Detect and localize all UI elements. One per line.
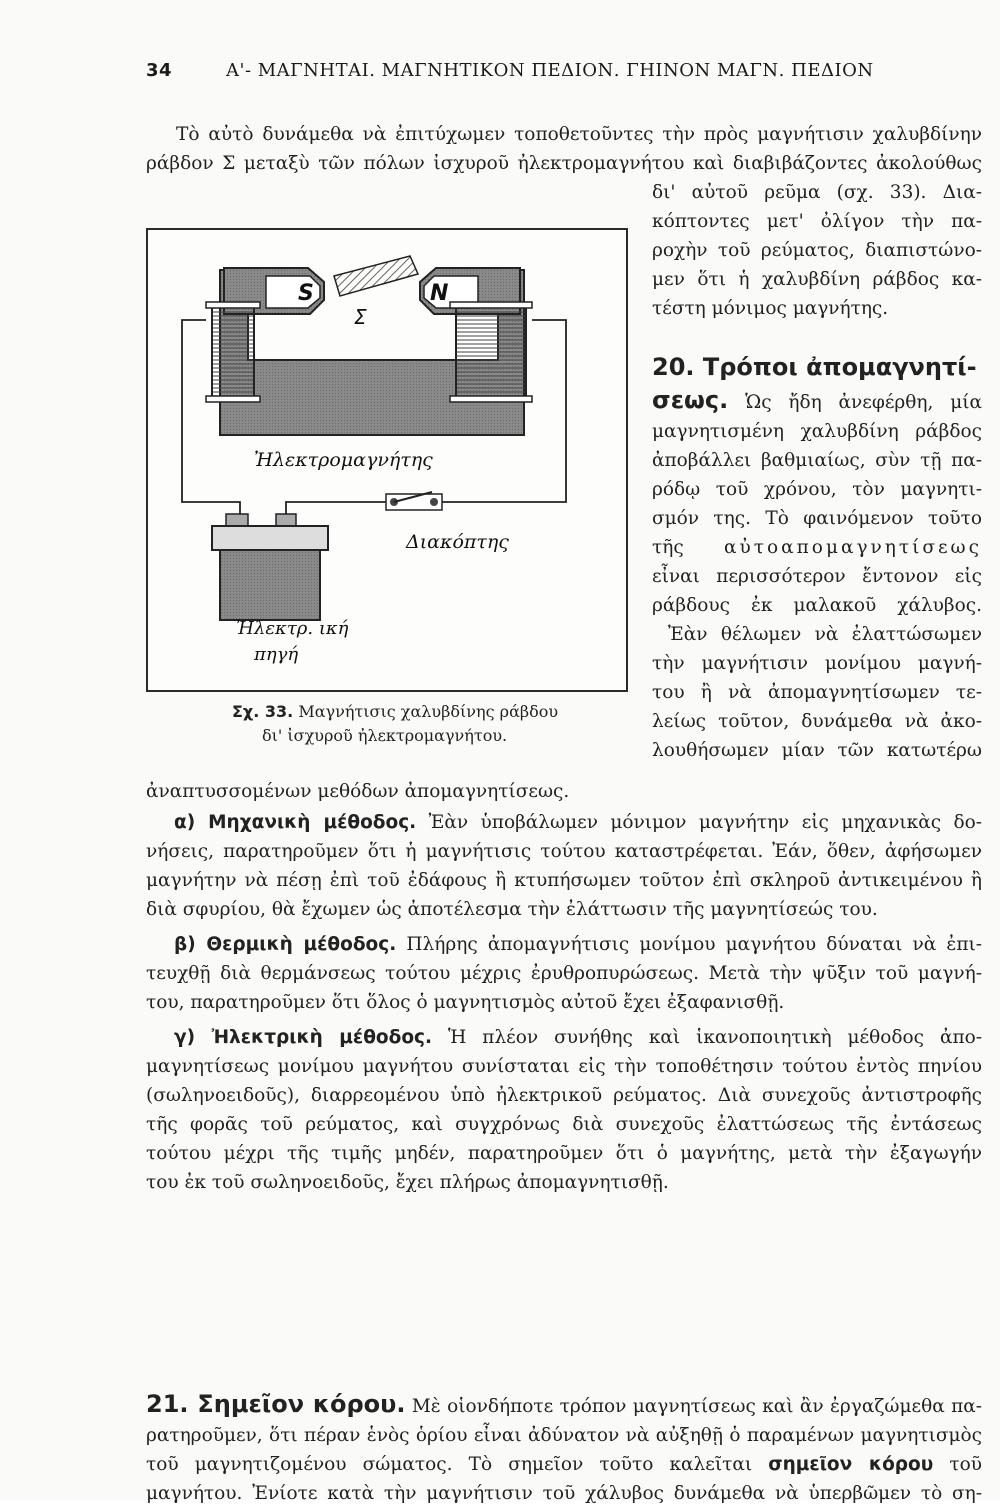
running-title: Α'- ΜΑΓΝΗΤΑΙ. ΜΑΓΝΗΤΙΚΟΝ ΠΕΔΙΟΝ. ΓΗΙΝΟΝ ΜΑΓΝ. ΠΕΔΙΟΝ <box>226 60 874 81</box>
method-c-line: τῆς φορᾶς τοῦ ρεύματος, καὶ συγχρόνως διὰ συνεχοῦς ἐλαττώσεως τῆς ἐντάσεως <box>146 1114 982 1135</box>
method-c-line: του ἐκ τοῦ σωληνοειδοῦς, ἔχει πλήρως ἀπομαγνητισθῇ. <box>146 1172 669 1193</box>
power-source <box>212 514 349 665</box>
method-b-line: του, παρατηροῦμεν ὅτι ὅλος ὁ μαγνητισμὸς αὐτοῦ ἔχει ἐξαφανισθῇ. <box>146 992 785 1013</box>
methods-block <box>146 808 982 1197</box>
spaced-prefix: τῆς <box>652 537 684 558</box>
label-source-2: πηγή <box>254 644 299 665</box>
section-20-tail <box>146 777 982 806</box>
section-20-line: Ἐὰν θέλωμεν νὰ ἐλαττώσωμεν <box>668 624 982 645</box>
method-b-line: τευχθῇ διὰ θερμάνσεως τούτου μέχρις ἐρυθροπυρώσεως. Μετὰ τὴν ψῦξιν τοῦ μαγνή- <box>146 963 982 984</box>
section-21-title: 21. Σημεῖον κόρου. <box>146 1390 406 1418</box>
label-sigma: Σ <box>354 305 367 329</box>
method-a-label: α) Μηχανικὴ μέθοδος. <box>174 812 417 833</box>
section-20-line: ρόδῳ τοῦ χρόνου, τὸν μαγνητι- <box>652 479 982 500</box>
intro-side-line: ροχὴν τοῦ ρεύματος, διαπιστώνο- <box>652 240 982 261</box>
section-20-last-line: ἀναπτυσσομένων μεθόδων ἀπομαγνητίσεως. <box>146 781 570 802</box>
spaced-term: αὐτοαπομαγνητίσεως <box>724 537 982 558</box>
method-c-line: τούτου μέχρι τῆς τιμῆς μηδέν, παρατηροῦμεν ὅτι ὁ μαγνήτης, μετὰ τὴν ἐξαγωγήν <box>146 1143 982 1164</box>
figure-caption <box>232 700 612 748</box>
method-c-line: (σωληνοειδοῦς), διαρρεομένου ὑπὸ ἠλεκτρικοῦ ρεύματος. Διὰ συνεχοῦς ἀντιστροφῆς <box>146 1085 982 1106</box>
section-20-column <box>652 350 982 765</box>
method-c-text: Ἡ πλέον συνήθης καὶ ἱκανοποιητικὴ μέθοδος ἀπο- <box>447 1027 982 1048</box>
intro-line: Τὸ αὐτὸ δυνάμεθα νὰ ἐπιτύχωμεν τοποθετοῦντες τὴν πρὸς μαγνήτισιν χαλυβδίνην <box>176 124 982 145</box>
label-S: S <box>298 281 314 306</box>
intro-side-line: δι' αὐτοῦ ρεῦμα (σχ. 33). Δια- <box>652 182 982 203</box>
section-20-line: τὴν μαγνήτισιν μονίμου μαγνή- <box>652 653 982 674</box>
section-21-line: μαγνήτου. Ἐνίοτε κατὰ τὴν μαγνήτισιν τοῦ χάλυβος δυνάμεθα νὰ ὑπερβῶμεν τὸ ση- <box>146 1483 982 1504</box>
running-header <box>146 60 906 90</box>
section-20-title-end: σεως. <box>652 386 729 414</box>
method-c-line: μαγνητίσεως μονίμου μαγνήτου συνίσταται εἰς τὴν τοποθέτησιν τούτου ἐντὸς πηνίου <box>146 1056 982 1077</box>
intro-side-line: τέστη μόνιμος μαγνήτης. <box>652 298 889 319</box>
method-a-text: Ἐὰν ὑποβάλωμεν μόνιμον μαγνήτην εἰς μηχανικὰς δο- <box>428 812 982 833</box>
section-20-line: εἶναι περισσότερον ἔντονον εἰς <box>652 566 982 587</box>
intro-line: ράβδον Σ μεταξὺ τῶν πόλων ἰσχυροῦ ἠλεκτρομαγνήτου καὶ διαβιβάζοντες ἀκολούθως <box>146 153 982 174</box>
section-20-line: Ὡς ἤδη ἀνεφέρθη, μία <box>745 392 982 413</box>
section-20-line: μαγνητισμένη χαλυβδίνη ράβδος <box>652 421 982 442</box>
method-b-text: Πλήρης ἀπομαγνήτισις μονίμου μαγνήτου δύναται νὰ ἐπι- <box>406 934 983 955</box>
section-21-line: τοῦ μαγνητιζομένου σώματος. Τὸ σημεῖον τοῦτο καλεῖται <box>146 1454 753 1475</box>
label-switch: Διακόπτης <box>406 531 509 553</box>
coil-right <box>450 302 532 402</box>
method-c-label: γ) Ἠλεκτρικὴ μέθοδος. <box>174 1027 433 1048</box>
label-source-1: Ἠλεκτρ. ική <box>236 618 349 639</box>
intro-side-column <box>652 178 982 323</box>
method-a-line: μαγνήτην νὰ πέσῃ ἐπὶ τοῦ ἐδάφους ἢ κτυπήσωμεν τοῦτον ἐπὶ σκληροῦ ἀντικειμένου ἢ <box>146 870 982 891</box>
section-20-line: λουθήσωμεν μίαν τῶν κατωτέρω <box>652 740 982 761</box>
section-20-line: σμόν της. Τὸ φαινόμενον τοῦτο <box>652 508 982 529</box>
method-a-line: νήσεις, παρατηροῦμεν ὅτι ἡ μαγνήτισις τούτου καταστρέφεται. Ἐάν, ὅθεν, ἀφήσωμεν <box>146 841 982 862</box>
caption-line-1: Μαγνήτισις χαλυβδίνης ράβδου <box>298 702 559 721</box>
intro-side-line: κόπτοντες μετ' ὀλίγον τὴν πα- <box>652 211 982 232</box>
intro-paragraph <box>146 120 982 178</box>
steel-rod <box>334 256 418 329</box>
term-saturation-point: σημεῖον κόρου <box>768 1454 934 1475</box>
page-number: 34 <box>146 60 173 81</box>
method-b-label: β) Θερμικὴ μέθοδος. <box>174 934 397 955</box>
section-21-text: Μὲ οἱονδήποτε τρόπον μαγνητίσεως καὶ ἂν ἐργαζώμεθα πα- <box>411 1396 982 1417</box>
section-20-line: λείως τοῦτον, δυνάμεθα νὰ ἀκο- <box>652 711 982 732</box>
section-21-line: τοῦ <box>949 1454 982 1475</box>
section-21-line: ρατηροῦμεν, ὅτι πέραν ἑνὸς ὁρίου εἶναι ἀδύνατον νὰ αὐξηθῇ ὁ παραμένων μαγνητισμὸς <box>146 1425 982 1446</box>
section-20-title: 20. Τρόποι ἀπομαγνητί- <box>652 353 977 381</box>
section-21 <box>146 1390 982 1508</box>
method-a-line: διὰ σφυρίου, θὰ ἔχωμεν ὡς ἀποτέλεσμα τὴν ἐλάττωσιν τῆς μαγνητίσεώς του. <box>146 899 878 920</box>
section-20-line: του ἢ νὰ ἀπομαγνητίσωμεν τε- <box>652 682 982 703</box>
coil-left <box>206 302 260 402</box>
section-20-line: ράβδους ἐκ μαλακοῦ χάλυβος. <box>652 595 982 616</box>
label-electromagnet: Ἠλεκτρομαγνήτης <box>254 449 433 471</box>
label-N: N <box>430 281 449 306</box>
figure-33 <box>146 228 628 692</box>
caption-line-2: δι' ἰσχυροῦ ἠλεκτρομαγνήτου. <box>262 726 508 745</box>
intro-side-line: μεν ὅτι ἡ χαλυβδίνη ράβδος κα- <box>652 269 982 290</box>
electromagnet-diagram <box>148 230 626 690</box>
section-20-line: ἀποβάλλει βαθμιαίως, σὺν τῇ πα- <box>652 450 982 471</box>
caption-prefix: Σχ. 33. <box>232 702 294 721</box>
